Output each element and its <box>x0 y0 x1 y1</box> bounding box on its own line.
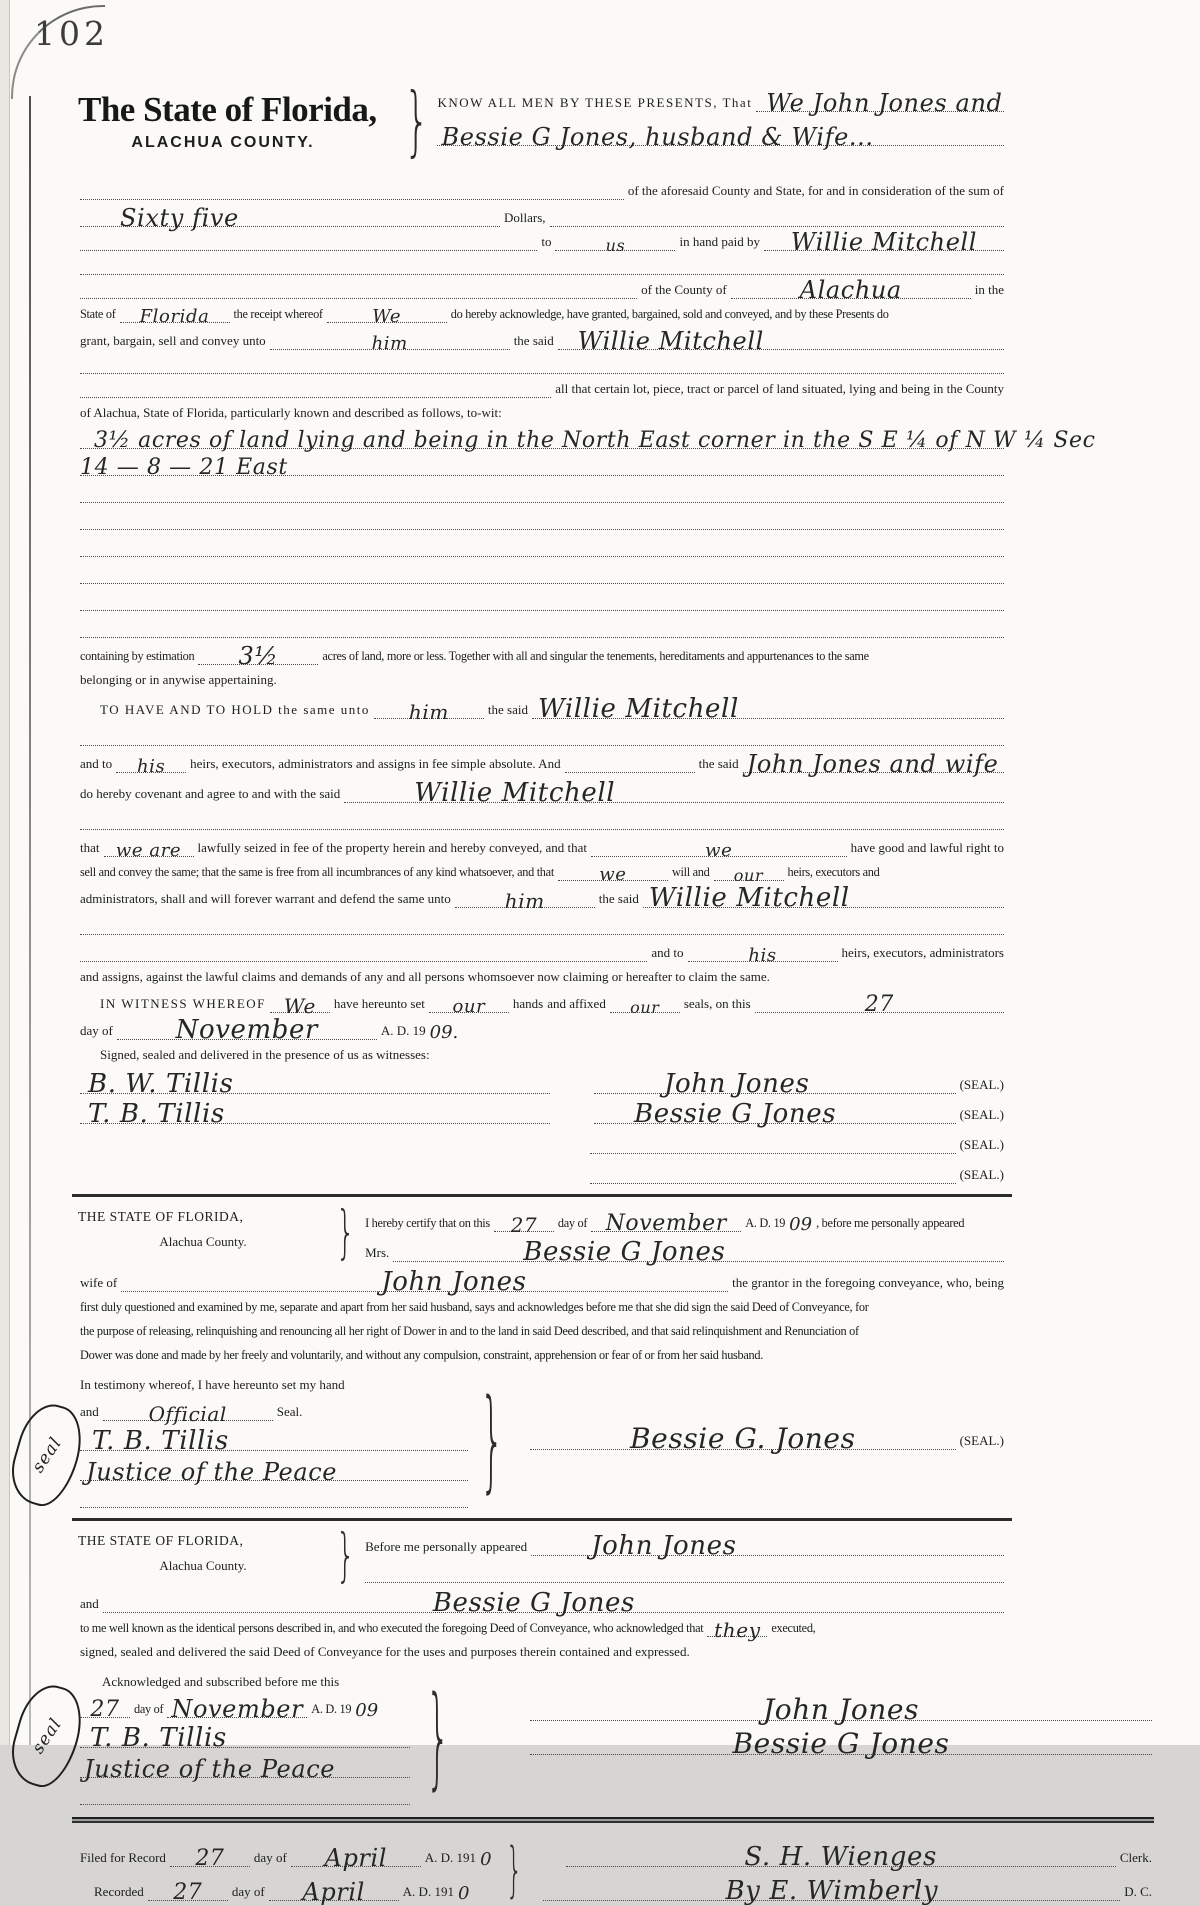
handwritten-him: him <box>371 333 408 354</box>
handwritten-signature-bessie-jones: Bessie G Jones <box>634 1099 837 1129</box>
form-text: Filed for Record <box>80 1850 166 1866</box>
form-text: day of <box>134 1702 164 1717</box>
clerk-label: Clerk. <box>1119 1850 1152 1866</box>
to-have-and-hold-text: TO HAVE AND TO HOLD the same unto <box>100 702 370 718</box>
handwritten-appeared-name-2: Bessie G Jones <box>432 1588 635 1618</box>
handwritten-husband-name: John Jones <box>381 1267 527 1297</box>
handwritten-us: us <box>605 236 626 255</box>
handwritten-we: We <box>283 994 316 1018</box>
notary-ack-signatures <box>498 1667 1154 1760</box>
handwritten-day: 27 <box>510 1213 538 1237</box>
handwritten-month: November <box>605 1211 727 1236</box>
form-text: have good and lawful right to <box>850 840 1004 856</box>
handwritten-signature-bessie-jones: Bessie G Jones <box>732 1727 950 1760</box>
handwritten-grantors-1: We John Jones and <box>766 89 1003 117</box>
handwritten-his: his <box>136 756 166 777</box>
handwritten-clerk-signature: S. H. Wienges <box>744 1842 937 1872</box>
handwritten-filed-day: 27 <box>195 1846 225 1871</box>
handwritten-witness-2: T. B. Tillis <box>88 1099 225 1129</box>
state-heading: THE STATE OF FLORIDA, <box>78 1533 244 1548</box>
section-divider <box>72 1518 1012 1521</box>
handwritten-signature-john-jones: John Jones <box>664 1069 810 1099</box>
handwritten-state: Florida <box>139 306 210 327</box>
document-header <box>78 72 1006 172</box>
seal-label: (SEAL.) <box>959 1107 1004 1123</box>
form-text: in the <box>974 282 1004 298</box>
handwritten-year: 09 <box>355 1700 379 1721</box>
handwritten-wife-name: Bessie G Jones <box>523 1237 726 1267</box>
notary-ack-section <box>27 1522 1006 1805</box>
seal-label: (SEAL.) <box>959 1167 1004 1183</box>
handwritten-month: November <box>175 1015 319 1045</box>
notary-ack-block <box>27 1667 498 1805</box>
form-text: Dower was done and made by her freely and voluntarily, and without any compulsion, constraint, apprehension or fear of or from her said husband. <box>80 1348 764 1363</box>
form-text: Signed, sealed and delivered in the presence of us as witnesses: <box>100 1047 430 1063</box>
handwritten-recorded-month: April <box>302 1878 365 1906</box>
form-text: the said <box>487 702 528 718</box>
form-text: lawfully seized in fee of the property herein and hereby conveyed, and that <box>197 840 587 856</box>
form-text: hands <box>512 996 544 1012</box>
form-text: day of <box>80 1023 113 1039</box>
handwritten-notary-signature: T. B. Tillis <box>92 1426 229 1456</box>
document-subtitle: ALACHUA COUNTY. <box>131 134 315 151</box>
form-text: first duly questioned and examined by me, separate and apart from her said husband, says and acknowledges before me that she did sign the said Deed of Conveyance, for <box>80 1300 869 1315</box>
handwritten-official: Official <box>148 1402 227 1426</box>
seal-script-text: seal <box>27 1433 67 1477</box>
form-text: to <box>541 234 552 250</box>
handwritten-county: Alachua <box>799 276 902 304</box>
form-text: the said <box>698 756 739 772</box>
seal-label: (SEAL.) <box>959 1433 1004 1449</box>
form-text: A. D. 19 <box>745 1216 786 1231</box>
form-text: acres of land, more or less. Together with all and singular the tenements, hereditaments and appurtenances to the same <box>322 649 869 664</box>
handwritten-filed-year: 0 <box>480 1849 492 1870</box>
form-text: and to <box>80 756 113 772</box>
ruled-line <box>590 1183 956 1184</box>
brace-glyph: } <box>425 1673 450 1801</box>
handwritten-we: We <box>372 306 402 327</box>
notary-dower-section <box>27 1200 1006 1508</box>
handwritten-recorded-year: 0 <box>457 1883 470 1904</box>
notary-testimony-block <box>27 1370 504 1508</box>
form-text: heirs, executors, administrators and assigns in fee simple absolute. And <box>190 756 561 772</box>
handwritten-appeared-name-1: John Jones <box>591 1531 737 1561</box>
ruled-line <box>269 1878 399 1906</box>
handwritten-payer: Willie Mitchell <box>790 228 978 256</box>
deputy-clerk-label: D. C. <box>1124 1884 1152 1900</box>
ruled-line <box>437 123 1004 151</box>
form-text: I hereby certify that on this <box>365 1216 490 1231</box>
form-text: , before me personally appeared <box>816 1216 965 1231</box>
handwritten-his: his <box>748 945 777 966</box>
handwritten-notary-title: Justice of the Peace <box>84 1755 336 1783</box>
handwritten-month: November <box>171 1695 304 1723</box>
handwritten-our: our <box>452 996 486 1017</box>
handwritten-filed-month: April <box>324 1844 388 1872</box>
handwritten-our: our <box>733 866 764 885</box>
brace-glyph: } <box>404 78 430 166</box>
form-text: A. D. 191 <box>402 1884 454 1900</box>
handwritten-day: 27 <box>90 1697 120 1722</box>
handwritten-witness-1: B. W. Tillis <box>88 1069 234 1099</box>
brace-glyph: } <box>336 1200 356 1267</box>
form-text: day of <box>231 1884 265 1900</box>
seal-label: (SEAL.) <box>959 1077 1004 1093</box>
form-text: to me well known as the identical persons described in, and who executed the foregoing Deed of Conveyance, who acknowledged that <box>80 1621 704 1636</box>
recording-footer <box>78 1833 1154 1906</box>
form-text: do hereby acknowledge, have granted, bargained, sold and conveyed, and by these Presents do <box>450 307 889 322</box>
handwritten-day: 27 <box>864 992 894 1017</box>
form-text: and <box>80 1404 99 1420</box>
form-text: grant, bargain, sell and convey unto <box>80 333 266 349</box>
ruled-line <box>148 1880 228 1905</box>
form-text: and to <box>651 945 684 961</box>
form-text: the said <box>598 891 639 907</box>
handwritten-grantee: Willie Mitchell <box>537 694 739 724</box>
handwritten-notary-title: Justice of the Peace <box>86 1458 338 1486</box>
form-text: seals, on this <box>683 996 751 1012</box>
handwritten-deputy-signature: By E. Wimberly <box>725 1876 939 1906</box>
form-text: Mrs. <box>365 1245 390 1261</box>
scan-edge <box>0 0 10 1745</box>
form-text: Recorded <box>94 1884 144 1900</box>
handwritten-they: they <box>714 1618 761 1642</box>
handwritten-acreage: 3½ <box>238 642 279 670</box>
handwritten-sum: Sixty five <box>120 204 239 232</box>
form-text: heirs, executors, administrators <box>841 945 1004 961</box>
form-text: sell and convey the same; that the same is free from all incumbrances of any kind whatsoever, and that <box>80 865 554 880</box>
ruled-line <box>80 1507 468 1508</box>
seal-label: (SEAL.) <box>959 1137 1004 1153</box>
form-text: of Alachua, State of Florida, particularly known and described as follows, to-wit: <box>80 405 502 421</box>
page-number: 102 <box>34 14 109 53</box>
form-text: day of <box>557 1216 588 1231</box>
ruled-line <box>80 1804 410 1805</box>
handwritten-year: 09. <box>429 1022 459 1043</box>
form-text: have hereunto set <box>333 996 425 1012</box>
county-heading: Alachua County. <box>159 1558 247 1573</box>
header-right <box>435 72 1006 151</box>
form-text: and assigns, against the lawful claims and demands of any and all persons whomsoever now claiming or hereafter to claim the same. <box>80 969 770 985</box>
form-text: do hereby covenant and agree to and with the said <box>80 786 341 802</box>
handwritten-notary-signature: T. B. Tillis <box>90 1723 227 1753</box>
handwritten-him: him <box>408 700 449 724</box>
ruled-line <box>530 1422 956 1455</box>
form-text: Dollars, <box>504 210 546 226</box>
form-text: the purpose of releasing, relinquishing and renouncing all her right of Dower in and to the land in said Deed described, and that said relinquishment and Renunciation of <box>80 1324 859 1339</box>
form-text: containing by estimation <box>80 649 195 664</box>
footer-divider-band <box>72 1817 1154 1823</box>
form-text: and <box>80 1596 99 1612</box>
in-witness-whereof-text: IN WITNESS WHEREOF <box>100 996 266 1012</box>
form-text: In testimony whereof, I have hereunto set my hand <box>80 1377 345 1393</box>
handwritten-we-are: we are <box>115 840 182 861</box>
handwritten-grantee: Willie Mitchell <box>577 327 764 355</box>
form-text: will and <box>671 865 710 880</box>
form-text: all that certain lot, piece, tract or parcel of land situated, lying and being in the County <box>555 381 1004 397</box>
notary-right-signature <box>498 1370 1006 1455</box>
handwritten-we: we <box>705 840 733 861</box>
form-text: the receipt whereof <box>233 307 323 322</box>
ruled-line <box>530 1727 1152 1760</box>
form-text: A. D. 19 <box>380 1023 426 1039</box>
handwritten-wife-signature: Bessie G. Jones <box>630 1422 856 1455</box>
handwritten-description-2: 14 — 8 — 21 East <box>80 455 288 480</box>
form-text: Before me personally appeared <box>365 1539 528 1555</box>
state-heading: THE STATE OF FLORIDA, <box>78 1209 244 1224</box>
form-text: heirs, executors and <box>787 865 880 880</box>
know-all-men-text: KNOW ALL MEN BY THESE PRESENTS, That <box>437 95 753 111</box>
form-text: State of <box>80 307 116 322</box>
handwritten-grantee: Willie Mitchell <box>414 778 616 808</box>
handwritten-grantee: Willie Mitchell <box>648 883 850 913</box>
form-text: the grantor in the foregoing conveyance, who, being <box>732 1275 1004 1291</box>
handwritten-grantors-2: Bessie G Jones, husband & Wife... <box>441 123 874 151</box>
form-text: executed, <box>771 1621 816 1636</box>
form-text: in hand paid by <box>679 234 760 250</box>
handwritten-recorded-day: 27 <box>173 1880 203 1905</box>
form-text: day of <box>253 1850 287 1866</box>
notary-state-block <box>78 1205 328 1262</box>
handwritten-him: him <box>504 889 545 913</box>
seal-script-text: seal <box>27 1714 67 1758</box>
handwritten-we: we <box>599 864 627 885</box>
notary-state-block <box>78 1529 328 1583</box>
form-text: signed, sealed and delivered the said Deed of Conveyance for the uses and purposes therein contained and expressed. <box>80 1644 690 1660</box>
brace-glyph: } <box>506 1837 523 1906</box>
handwritten-year: 09 <box>789 1214 813 1235</box>
handwritten-description-1: 3½ acres of land lying and being in the North East corner in the S E ¼ of N W ¼ Sec <box>94 428 1096 453</box>
form-text: that <box>80 840 100 856</box>
handwritten-signature-john-jones: John Jones <box>762 1693 920 1726</box>
form-text: A. D. 191 <box>424 1850 477 1866</box>
brace-glyph: } <box>479 1376 504 1504</box>
header-left <box>78 72 398 152</box>
document-title: The State of Florida, <box>78 90 377 129</box>
form-text: of the aforesaid County and State, for and in consideration of the sum of <box>627 183 1004 199</box>
section-divider <box>72 1194 1012 1197</box>
ruled-line <box>543 1876 1120 1906</box>
brace-glyph: } <box>336 1522 356 1590</box>
form-text: Acknowledged and subscribed before me this <box>102 1674 340 1690</box>
form-text: of the County of <box>641 282 727 298</box>
form-text: Seal. <box>276 1404 303 1420</box>
form-text: belonging or in anywise appertaining. <box>80 672 277 688</box>
form-text: administrators, shall and will forever warrant and defend the same unto <box>80 891 451 907</box>
handwritten-grantors-wife: John Jones and wife <box>746 750 999 778</box>
deed-content <box>27 72 1152 1906</box>
county-heading: Alachua County. <box>159 1234 247 1249</box>
form-text: A. D. 19 <box>311 1702 352 1717</box>
form-text: and affixed <box>547 996 606 1012</box>
handwritten-our: our <box>630 998 660 1017</box>
form-text: the said <box>513 333 554 349</box>
form-text: wife of <box>80 1275 118 1291</box>
